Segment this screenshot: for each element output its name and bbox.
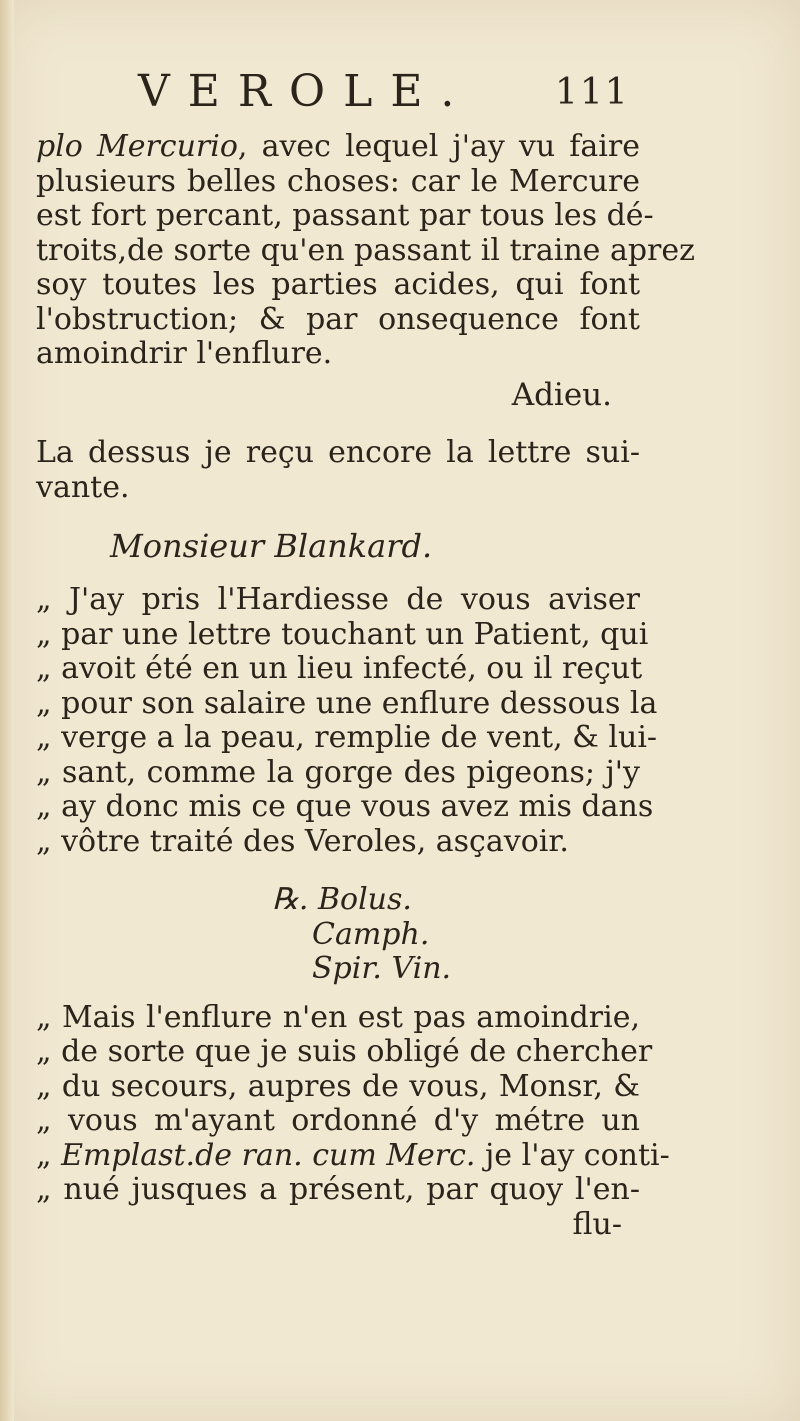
letter-salutation: Monsieur Blankard. [110,527,433,565]
text-line: plusieurs belles choses: car le Mercure [36,163,640,199]
recipe-line: Camph. [312,916,430,952]
text-line: troits,de sorte qu'en passant il traine aprez [36,232,695,268]
quoted-line: „ vous m'ayant ordonné d'y métre un [36,1103,640,1138]
quoted-line: „ verge a la peau, remplie de vent, & lui- [36,720,658,755]
letter-signoff: Adieu. [511,376,612,413]
page-number: 111 [555,72,630,113]
quoted-line: „ Mais l'enflure n'en est pas amoindrie, [36,999,640,1035]
text-line: est fort percant, passant par tous les dé- [36,198,654,233]
page-header [0,66,800,126]
latin-phrase: plo Mercurio [36,129,238,164]
quoted-line: „ sant, comme la gorge des pigeons; j'y [36,754,640,790]
page-binding-edge [0,0,14,1421]
quoted-line: „ de sorte que je suis obligé de chercher [36,1034,653,1069]
quoted-line: „ par une lettre touchant un Patient, qui [36,616,649,652]
quoted-line: „ J'ay pris l'Hardiesse de vous aviser [36,582,640,617]
recipe-line: Spir. Vin. [312,951,452,986]
running-title: VEROLE. [138,66,473,117]
text-line: amoindrir l'enflure. [36,336,333,371]
quoted-line: „ pour son salaire une enflure dessous la [36,685,658,721]
catchword: flu- [572,1206,622,1242]
latin-phrase: Emplast.de ran. cum Merc. [61,1137,476,1173]
text-line: soy toutes les parties acides, qui font [36,267,640,302]
page-text [36,129,695,1242]
recipe-line: ℞. Bolus. [272,882,412,917]
quoted-line: „ du secours, aupres de vous, Monsr, & [36,1068,640,1104]
quoted-line: „ nué jusques a présent, par quoy l'en- [36,1172,640,1207]
quoted-line: „ Emplast.de ran. cum Merc. je l'ay conti- [36,1137,670,1173]
quoted-line: „ vôtre traité des Veroles, asçavoir. [36,823,569,859]
quoted-line: „ ay donc mis ce que vous avez mis dans [36,789,654,824]
quoted-line: „ avoit été en un lieu infecté, ou il reçut [36,651,643,686]
text-line: La dessus je reçu encore la lettre sui- [36,435,640,470]
text-line: plo Mercurio, avec lequel j'ay vu faire [36,129,640,164]
text-line: l'obstruction; & par onsequence font [36,301,640,337]
text-line: vante. [36,469,130,505]
